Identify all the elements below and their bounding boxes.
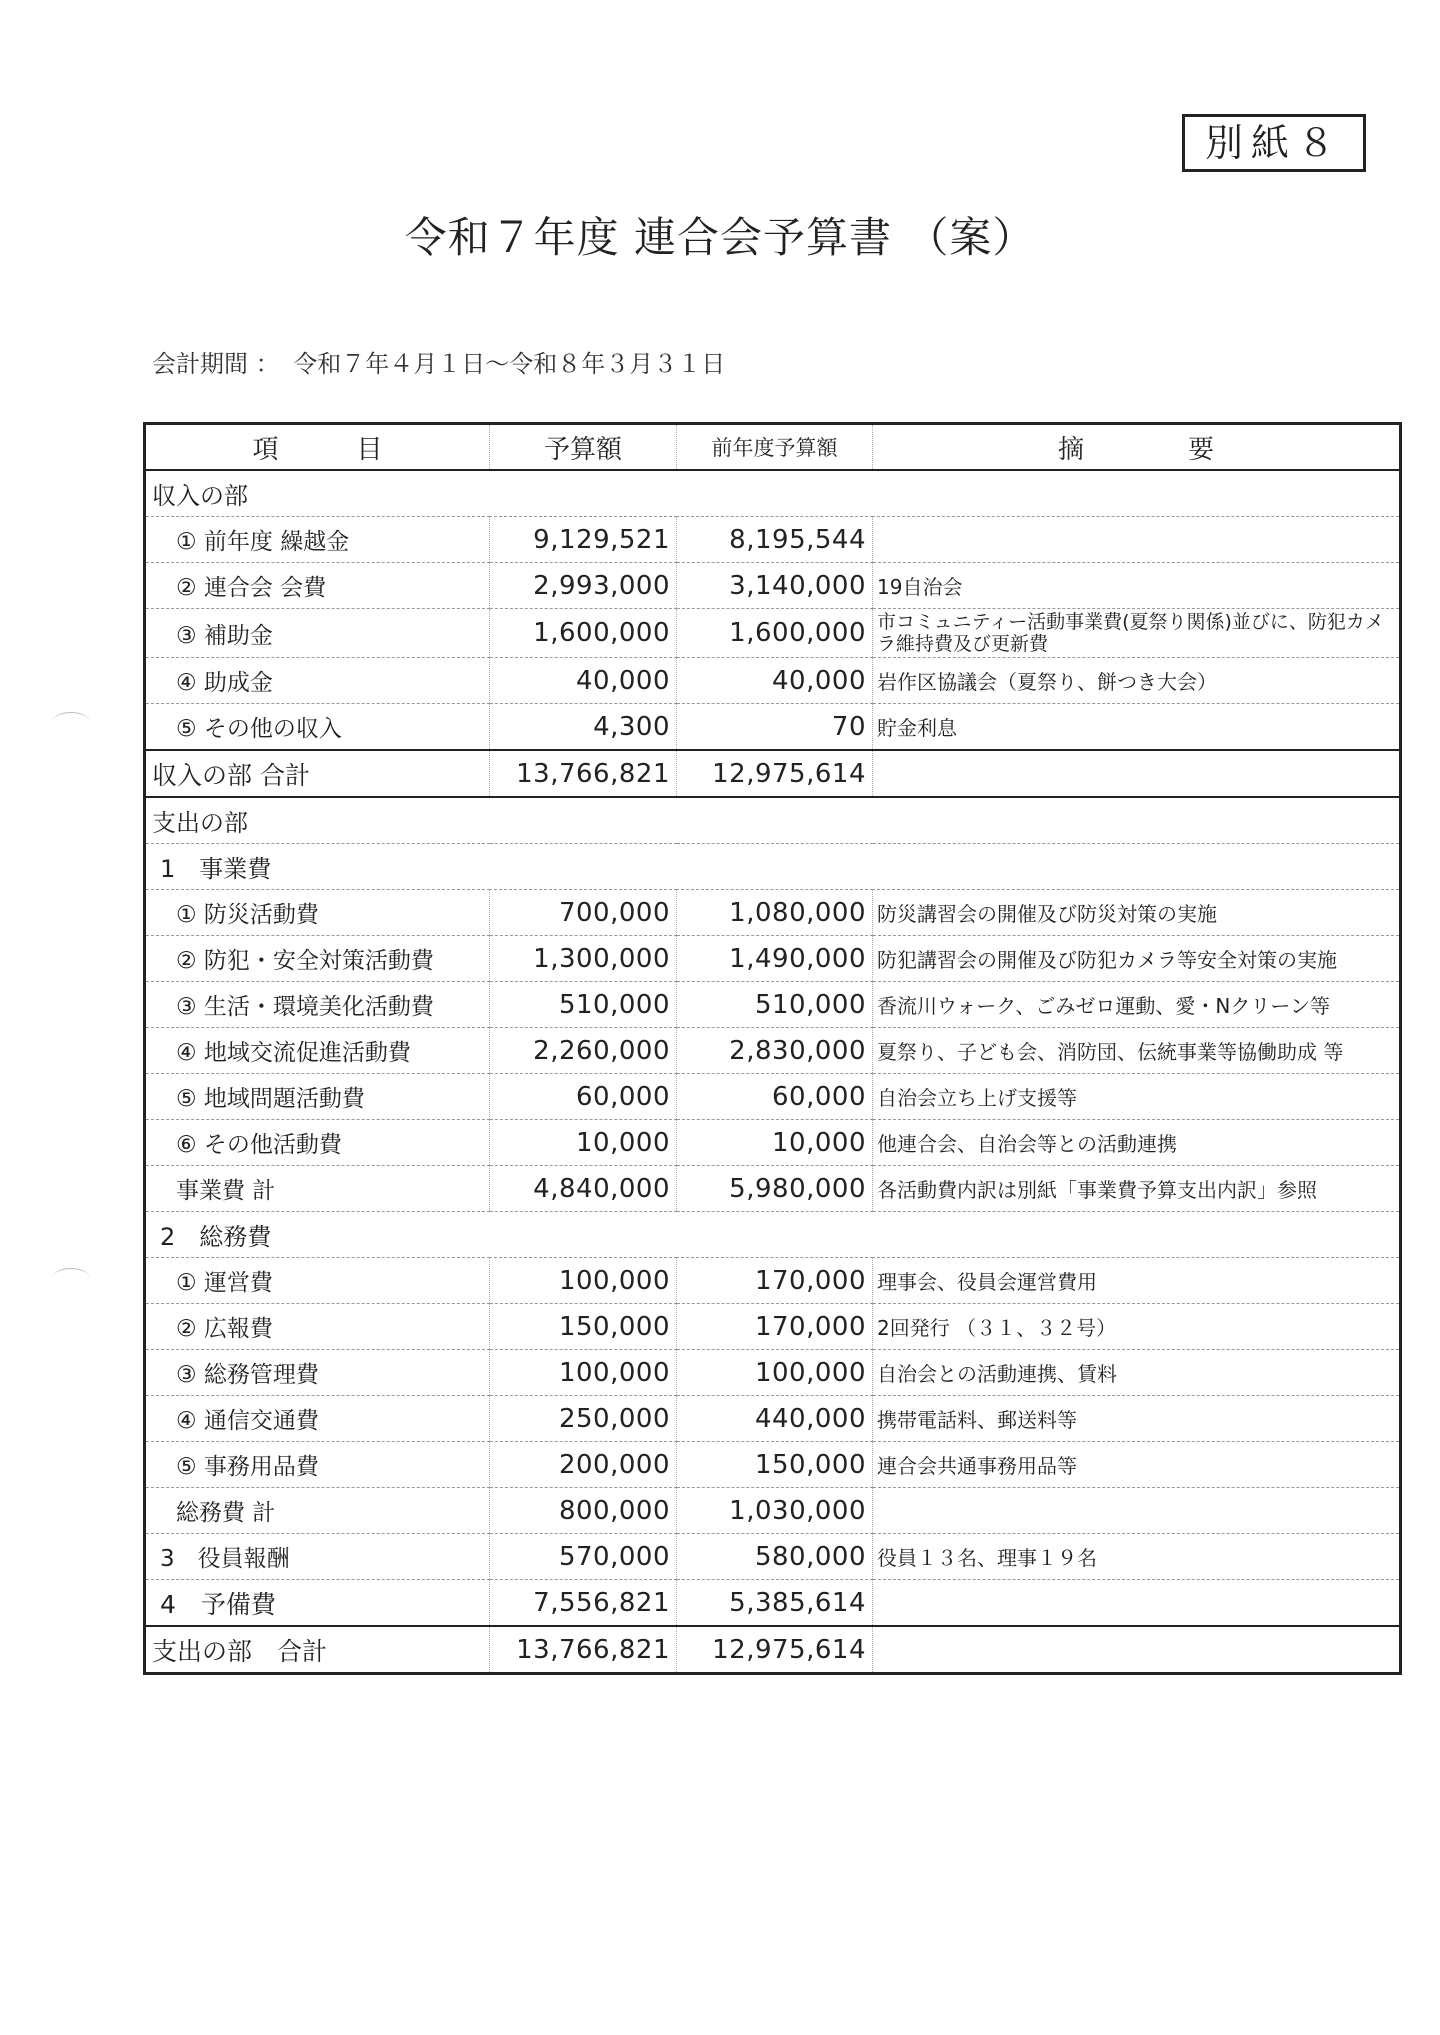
- row-prev: 100,000: [677, 1350, 873, 1396]
- jigyo-subtotal-row: [145, 1166, 1401, 1212]
- row-prev: 440,000: [677, 1396, 873, 1442]
- income-total-row: [145, 750, 1401, 797]
- table-row: [145, 1258, 1401, 1304]
- row-budget: 250,000: [490, 1396, 677, 1442]
- table-row: [145, 609, 1401, 658]
- table-row: [145, 517, 1401, 563]
- row-prev: 150,000: [677, 1442, 873, 1488]
- row-item: ③ 総務管理費: [145, 1350, 490, 1396]
- row-budget: 9,129,521: [490, 517, 677, 563]
- yakuin-label: 3 役員報酬: [145, 1534, 490, 1580]
- row-prev: 8,195,544: [677, 517, 873, 563]
- expense-section-row: [145, 797, 1401, 844]
- expense-total-budget: 13,766,821: [490, 1626, 677, 1674]
- row-note: [873, 517, 1401, 563]
- income-total-label: 収入の部 合計: [145, 750, 490, 797]
- table-row: [145, 1350, 1401, 1396]
- income-section-row: [145, 470, 1401, 517]
- period-label: 会計期間 ：: [152, 350, 280, 378]
- row-prev: 510,000: [677, 982, 873, 1028]
- expense-total-row: [145, 1626, 1401, 1674]
- row-budget: 200,000: [490, 1442, 677, 1488]
- budget-table: [143, 422, 1402, 1675]
- expense-total-prev: 12,975,614: [677, 1626, 873, 1674]
- row-budget: 40,000: [490, 658, 677, 704]
- income-total-note: [873, 750, 1401, 797]
- row-item: ② 広報費: [145, 1304, 490, 1350]
- header-budget: 予算額: [490, 424, 677, 471]
- jigyo-subtotal-budget: 4,840,000: [490, 1166, 677, 1212]
- header-row: [145, 424, 1401, 471]
- table-row: [145, 658, 1401, 704]
- table-row: [145, 1120, 1401, 1166]
- row-prev: 170,000: [677, 1258, 873, 1304]
- yobi-row: [145, 1580, 1401, 1627]
- jigyo-subtotal-note: 各活動費内訳は別紙「事業費予算支出内訳」参照: [873, 1166, 1401, 1212]
- punch-hole-mark-top: [52, 712, 90, 733]
- row-budget: 1,300,000: [490, 936, 677, 982]
- jigyo-heading-row: [145, 844, 1401, 890]
- somu-subtotal-prev: 1,030,000: [677, 1488, 873, 1534]
- jigyo-subtotal-prev: 5,980,000: [677, 1166, 873, 1212]
- yakuin-budget: 570,000: [490, 1534, 677, 1580]
- row-prev: 2,830,000: [677, 1028, 873, 1074]
- table-row: [145, 1074, 1401, 1120]
- page-title: 令和７年度 連合会予算書 （案）: [404, 213, 1036, 262]
- row-item: ① 防災活動費: [145, 890, 490, 936]
- row-note: 携帯電話料、郵送料等: [873, 1396, 1401, 1442]
- row-budget: 100,000: [490, 1258, 677, 1304]
- table-row: [145, 982, 1401, 1028]
- jigyo-subtotal-label: 事業費 計: [145, 1166, 490, 1212]
- header-prev-budget: 前年度予算額: [677, 424, 873, 471]
- row-item: ⑤ 地域問題活動費: [145, 1074, 490, 1120]
- somu-heading-row: [145, 1212, 1401, 1258]
- table-row: [145, 890, 1401, 936]
- row-note: 自治会立ち上げ支援等: [873, 1074, 1401, 1120]
- punch-hole-mark-bottom: [52, 1268, 90, 1289]
- table-row: [145, 1442, 1401, 1488]
- row-prev: 60,000: [677, 1074, 873, 1120]
- row-item: ③ 補助金: [145, 609, 490, 658]
- row-item: ③ 生活・環境美化活動費: [145, 982, 490, 1028]
- row-note: 岩作区協議会（夏祭り、餅つき大会）: [873, 658, 1401, 704]
- header-item: 項 目: [145, 424, 490, 471]
- yakuin-note: 役員１３名、理事１９名: [873, 1534, 1401, 1580]
- row-item: ② 連合会 会費: [145, 563, 490, 609]
- row-item: ② 防犯・安全対策活動費: [145, 936, 490, 982]
- row-prev: 40,000: [677, 658, 873, 704]
- table-row: [145, 1396, 1401, 1442]
- table-row: [145, 563, 1401, 609]
- header-note: 摘 要: [873, 424, 1401, 471]
- table-row: [145, 1028, 1401, 1074]
- income-heading: 収入の部: [145, 470, 1401, 517]
- row-item: ④ 地域交流促進活動費: [145, 1028, 490, 1074]
- row-budget: 100,000: [490, 1350, 677, 1396]
- row-item: ① 前年度 繰越金: [145, 517, 490, 563]
- row-note: 市コミュニティー活動事業費(夏祭り関係)並びに、防犯カメラ維持費及び更新費: [873, 609, 1401, 658]
- row-note: 他連合会、自治会等との活動連携: [873, 1120, 1401, 1166]
- yobi-label: 4 予備費: [145, 1580, 490, 1627]
- yobi-budget: 7,556,821: [490, 1580, 677, 1627]
- yakuin-prev: 580,000: [677, 1534, 873, 1580]
- row-budget: 4,300: [490, 704, 677, 751]
- period-value: 令和７年４月１日～令和８年３月３１日: [293, 350, 726, 378]
- income-total-prev: 12,975,614: [677, 750, 873, 797]
- row-budget: 150,000: [490, 1304, 677, 1350]
- row-budget: 1,600,000: [490, 609, 677, 658]
- row-note: 防災講習会の開催及び防災対策の実施: [873, 890, 1401, 936]
- expense-heading: 支出の部: [145, 797, 1401, 844]
- row-item: ④ 助成金: [145, 658, 490, 704]
- accounting-period: [152, 344, 731, 379]
- yobi-note: [873, 1580, 1401, 1627]
- row-budget: 10,000: [490, 1120, 677, 1166]
- row-item: ⑤ 事務用品費: [145, 1442, 490, 1488]
- row-note: 19自治会: [873, 563, 1401, 609]
- somu-subtotal-label: 総務費 計: [145, 1488, 490, 1534]
- income-total-budget: 13,766,821: [490, 750, 677, 797]
- row-note: 貯金利息: [873, 704, 1401, 751]
- row-note: 理事会、役員会運営費用: [873, 1258, 1401, 1304]
- row-budget: 2,260,000: [490, 1028, 677, 1074]
- row-item: ① 運営費: [145, 1258, 490, 1304]
- row-prev: 1,600,000: [677, 609, 873, 658]
- row-item: ⑤ その他の収入: [145, 704, 490, 751]
- row-item: ⑥ その他活動費: [145, 1120, 490, 1166]
- row-prev: 1,080,000: [677, 890, 873, 936]
- row-budget: 510,000: [490, 982, 677, 1028]
- row-item: ④ 通信交通費: [145, 1396, 490, 1442]
- table-row: [145, 1304, 1401, 1350]
- row-budget: 60,000: [490, 1074, 677, 1120]
- somu-subtotal-note: [873, 1488, 1401, 1534]
- row-prev: 10,000: [677, 1120, 873, 1166]
- expense-total-note: [873, 1626, 1401, 1674]
- row-prev: 170,000: [677, 1304, 873, 1350]
- somu-subtotal-row: [145, 1488, 1401, 1534]
- row-note: 夏祭り、子ども会、消防団、伝統事業等協働助成 等: [873, 1028, 1401, 1074]
- row-note: 防犯講習会の開催及び防犯カメラ等安全対策の実施: [873, 936, 1401, 982]
- row-budget: 700,000: [490, 890, 677, 936]
- table-row: [145, 704, 1401, 751]
- yobi-prev: 5,385,614: [677, 1580, 873, 1627]
- row-note: 自治会との活動連携、賃料: [873, 1350, 1401, 1396]
- somu-heading: 2 総務費: [145, 1212, 1401, 1258]
- jigyo-heading: 1 事業費: [145, 844, 1401, 890]
- yakuin-row: [145, 1534, 1401, 1580]
- row-prev: 70: [677, 704, 873, 751]
- table-row: [145, 936, 1401, 982]
- expense-total-label: 支出の部 合計: [145, 1626, 490, 1674]
- row-budget: 2,993,000: [490, 563, 677, 609]
- row-note: 2回発行 （３１、３２号）: [873, 1304, 1401, 1350]
- row-note: 香流川ウォーク、ごみゼロ運動、愛・Nクリーン等: [873, 982, 1401, 1028]
- row-prev: 1,490,000: [677, 936, 873, 982]
- attachment-badge: 別紙８: [1182, 114, 1366, 172]
- row-prev: 3,140,000: [677, 563, 873, 609]
- somu-subtotal-budget: 800,000: [490, 1488, 677, 1534]
- row-note: 連合会共通事務用品等: [873, 1442, 1401, 1488]
